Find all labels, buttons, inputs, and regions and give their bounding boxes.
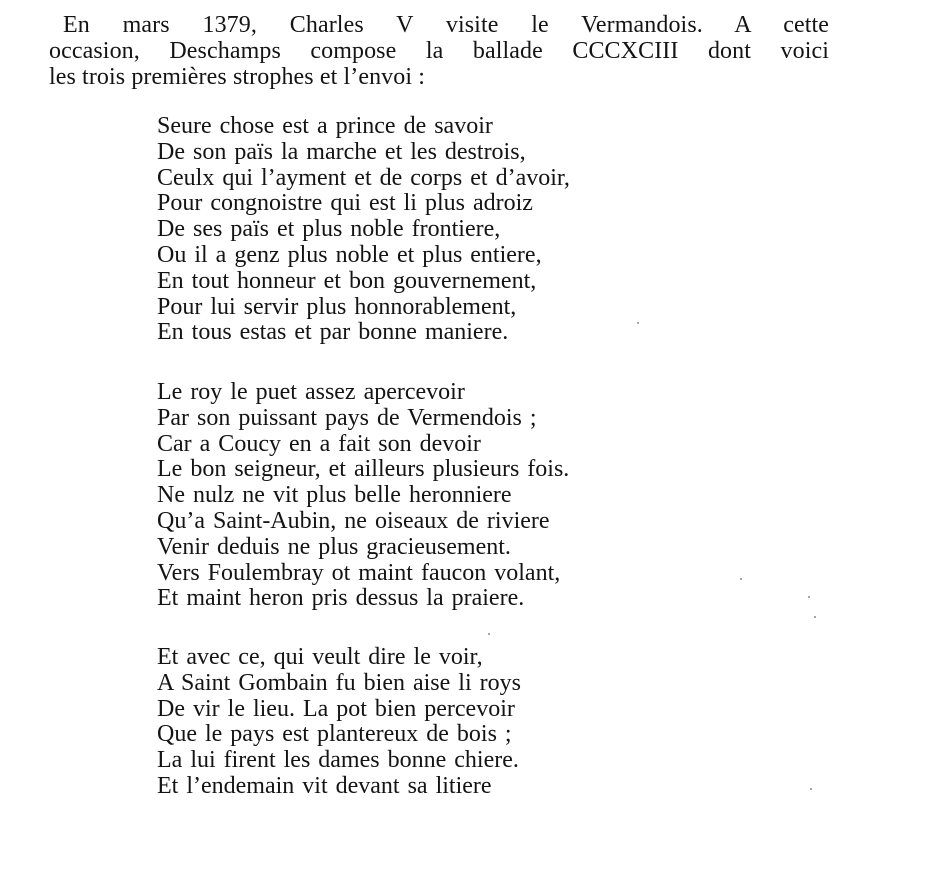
verse-line: Pour lui servir plus honnorablement, [157,293,517,320]
verse-line: A Saint Gombain fu bien aise li roys [157,669,521,696]
ballade-stanza-1 [157,114,570,346]
verse-line: Vers Foulembray ot maint faucon volant, [157,559,561,586]
verse-line: Et avec ce, qui veult dire le voir, [157,644,483,670]
scan-speck [808,596,810,598]
ballade-stanza-3 [157,645,521,800]
scan-speck [637,322,639,324]
verse-line: Venir deduis ne plus gracieusement. [157,533,511,560]
verse-line: Par son puissant pays de Vermendois ; [157,404,537,431]
scan-speck [488,633,490,635]
intro-line: occasion, Deschamps compose la ballade CCCXCIII dont voici [49,38,829,64]
verse-line: Car a Coucy en a fait son devoir [157,430,481,457]
verse-line: De ses païs et plus noble frontiere, [157,216,501,243]
scan-speck [814,616,816,618]
verse-line: Et maint heron pris dessus la praiere. [157,585,525,612]
verse-line: Ne nulz ne vit plus belle heronniere [157,482,512,509]
verse-line: Ou il a genz plus noble et plus entiere, [157,241,542,268]
verse-line: Et l’endemain vit devant sa litiere [157,772,492,799]
verse-line: En tous estas et par bonne maniere. [157,319,509,346]
verse-line: Le roy le puet assez apercevoir [157,379,465,405]
scan-speck [810,788,812,790]
verse-line: De son païs la marche et les destrois, [157,138,526,165]
verse-line: Qu’a Saint-Aubin, ne oiseaux de riviere [157,507,550,534]
verse-line: Seure chose est a prince de savoir [157,113,493,139]
intro-line: En mars 1379, Charles V visite le Vermandois. A cette [63,12,829,38]
verse-line: Ceulx qui l’ayment et de corps et d’avoir, [157,164,570,191]
verse-line: Le bon seigneur, et ailleurs plusieurs fois. [157,456,570,483]
verse-line: Pour congnoistre qui est li plus adroiz [157,190,533,217]
scan-speck [740,578,742,580]
verse-line: Que le pays est plantereux de bois ; [157,721,512,748]
verse-line: De vir le lieu. La pot bien percevoir [157,695,515,722]
intro-paragraph [49,12,829,90]
ballade-stanza-2 [157,380,569,612]
verse-line: En tout honneur et bon gouvernement, [157,267,537,294]
intro-line: les trois premières strophes et l’envoi : [49,64,426,90]
verse-line: La lui firent les dames bonne chiere. [157,747,519,774]
